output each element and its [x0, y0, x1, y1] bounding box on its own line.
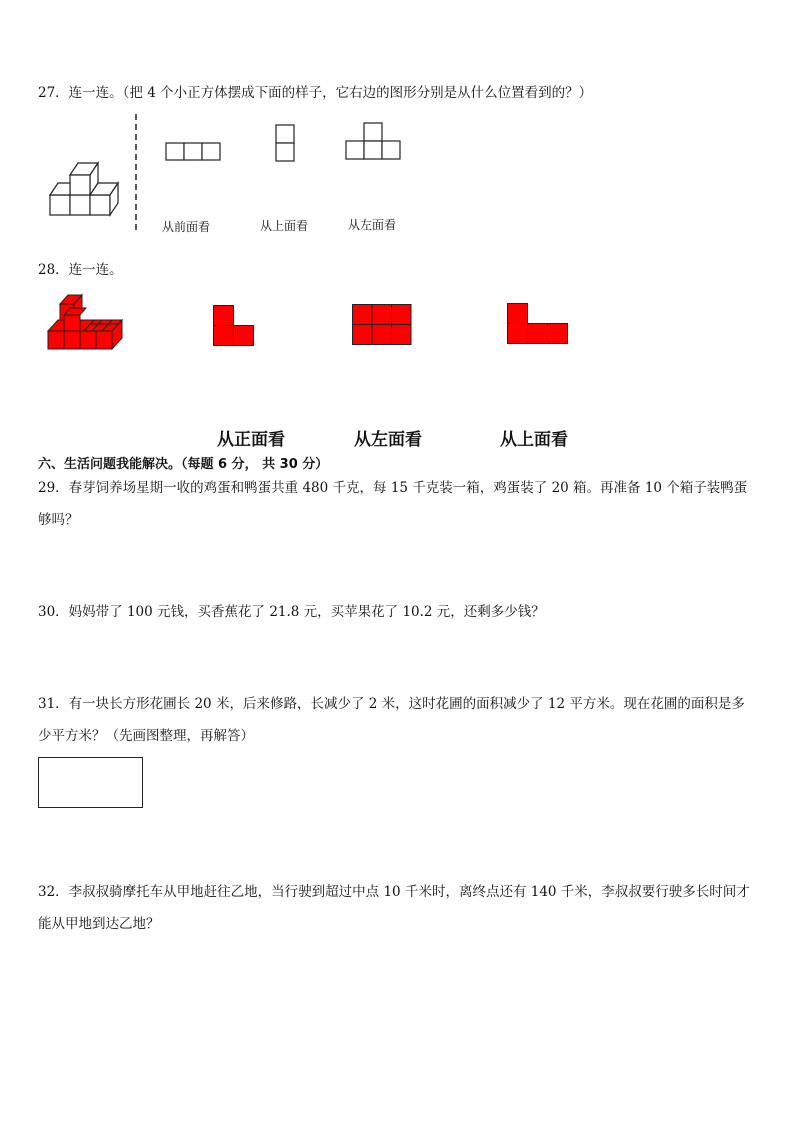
- q28-text: 28．连一连。: [38, 262, 123, 278]
- q28-shape-grid: [352, 304, 412, 346]
- q28-red-cube-figure: [46, 294, 126, 354]
- q31-text: 31．有一块长方形花圃长 20 米，后来修路，长减少了 2 米，这时花圃的面积减少了 12 平方米。现在花圃的面积是多少平方米？（先画图整理，再解答）: [38, 696, 745, 744]
- q27-label-left: 从左面看: [348, 218, 397, 232]
- q27-view-front-shape: [165, 142, 221, 160]
- q30-text: 30．妈妈带了 100 元钱，买香蕉花了 21.8 元，买苹果花了 10.2 元，还剩多少钱？: [38, 604, 545, 620]
- q27-view-left-shape: [345, 122, 403, 160]
- q28-shape-l-wide: [507, 303, 569, 345]
- q28-label-top: 从上面看: [500, 430, 568, 450]
- q31-drawing-box: [38, 757, 143, 808]
- q29-text: 29．春芽饲养场星期一收的鸡蛋和鸭蛋共重 480 千克，每 15 千克装一箱，鸡蛋装了 20 箱。再准备 10 个箱子装鸭蛋够吗？: [38, 480, 748, 528]
- q28-shape-l: [213, 305, 255, 347]
- q27-label-top: 从上面看: [260, 219, 309, 233]
- q28-label-left: 从左面看: [354, 430, 422, 450]
- q27-text: 27．连一连。（把 4 个小正方体摆成下面的样子，它右边的图形分别是从什么位置看到的？）: [38, 85, 593, 101]
- q27-dashed-divider: [133, 114, 139, 234]
- q32-text: 32．李叔叔骑摩托车从甲地赶往乙地，当行驶到超过中点 10 千米时，离终点还有 140 千米，李叔叔要行驶多长时间才能从甲地到达乙地？: [38, 884, 750, 932]
- q27-view-top-shape: [275, 124, 295, 162]
- section-title: 六、生活问题我能解决。（每题 6 分， 共 30 分）: [38, 457, 329, 472]
- q27-label-front: 从前面看: [162, 220, 211, 234]
- q28-label-front: 从正面看: [217, 430, 285, 450]
- q27-cube-figure: [44, 158, 134, 220]
